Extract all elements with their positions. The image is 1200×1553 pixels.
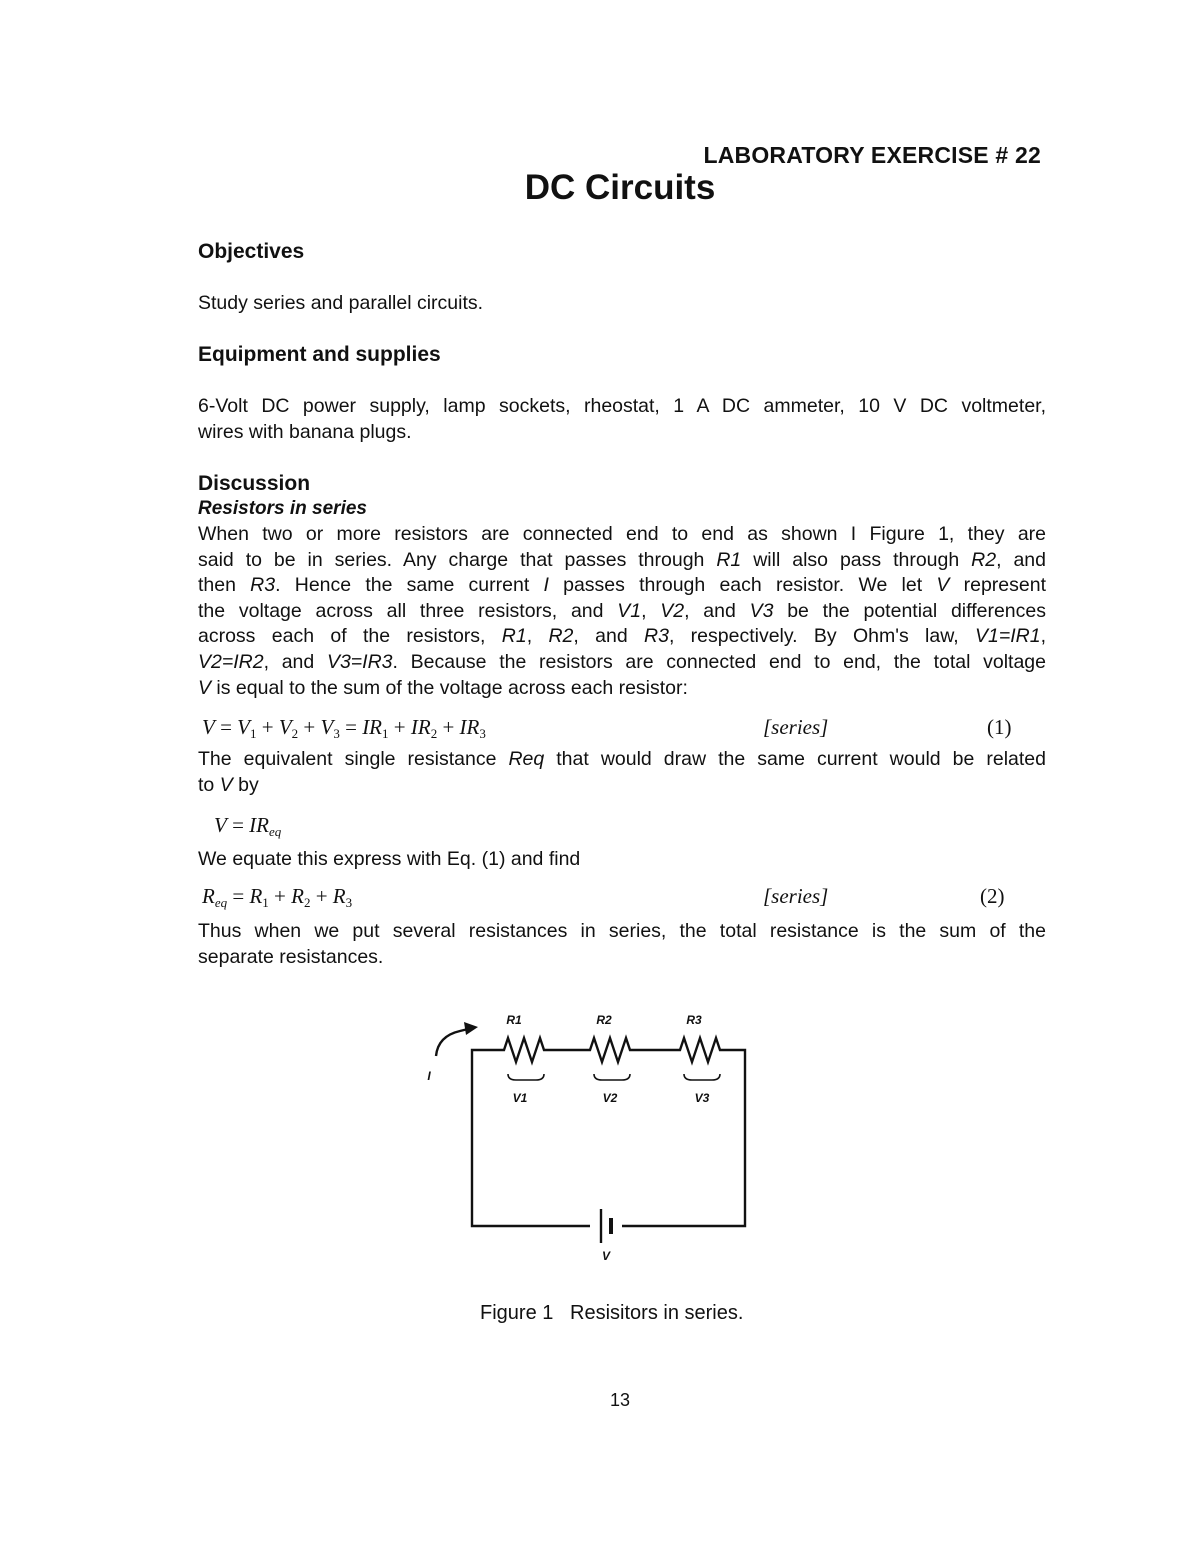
symbol-r1: R1 (501, 625, 527, 648)
voltage-brace-v2 (594, 1074, 630, 1080)
voltage-brace-v1 (508, 1074, 544, 1080)
circuit-wire (622, 1050, 745, 1226)
symbol-r3: R3 (644, 625, 669, 648)
lab-exercise-number: LABORATORY EXERCISE # 22 (703, 142, 1041, 168)
equipment-line: 6-Volt DC power supply, lamp sockets, rheostat, 1 A DC ammeter, 10 V DC voltmeter, (198, 395, 1046, 417)
symbol-i: I (543, 574, 549, 597)
text-line: said to be in series. Any charge that passes through R1 will also pass through R2, and (198, 548, 1047, 571)
text-line: across each of the resistors, R1, R2, and R3, respectively. By Ohm's law, V1=IR1, (198, 625, 1046, 648)
symbol-r2: R2 (971, 548, 997, 571)
circuit-wire (472, 1050, 590, 1226)
symbol-v: V (936, 574, 950, 597)
label-r1: R1 (506, 1013, 522, 1027)
series-circuit-diagram (410, 1000, 770, 1280)
label-current: I (427, 1069, 431, 1083)
objectives-heading: Objectives (198, 240, 305, 263)
text-line: the voltage across all three resistors, and V1, V2, and V3 be the potential differences (198, 599, 1046, 622)
equipment-heading: Equipment and supplies (198, 343, 441, 366)
symbol-r3: R3 (250, 574, 276, 597)
text-line: V is equal to the sum of the voltage across each resistor: (198, 676, 688, 699)
text-line: separate resistances. (198, 945, 384, 968)
discussion-heading: Discussion (198, 472, 311, 495)
label-v3: V3 (694, 1091, 710, 1105)
discussion-paragraph-3 (198, 847, 1046, 873)
series-subheading: Resistors in series (198, 498, 367, 519)
resistor-r3 (674, 1038, 724, 1062)
text-line: then R3. Hence the same current I passes through each resistor. We let V represent (198, 574, 1046, 597)
equation-1-tag: [series] (763, 715, 829, 739)
label-r2: R2 (596, 1013, 612, 1027)
current-arrow (436, 1029, 468, 1056)
figure-caption: Figure 1 Resisitors in series. (480, 1302, 744, 1324)
document-title: DC Circuits (524, 168, 716, 207)
current-arrow-head (464, 1022, 478, 1035)
objectives-text (198, 291, 1046, 317)
label-v1: V1 (512, 1091, 528, 1105)
ohm-law-v1: V1=IR1 (974, 625, 1041, 648)
discussion-paragraph-4 (198, 919, 1046, 970)
ohm-law-v2: V2=IR2 (198, 650, 264, 673)
text-line: When two or more resistors are connected end to end as shown I Figure 1, they are (198, 523, 1046, 545)
discussion-paragraph-1 (198, 522, 1046, 701)
symbol-v2: V2 (660, 599, 685, 622)
resistor-r2 (584, 1038, 674, 1062)
voltage-brace-v3 (684, 1074, 720, 1080)
text-line: The equivalent single resistance Req that would draw the same current would be related (198, 748, 1046, 770)
label-r3: R3 (686, 1013, 702, 1027)
symbol-r1: R1 (716, 548, 742, 571)
equation-1: $V = V_1 + V_2 + V_3 = IR_1 + IR_2 + IR_3$ (202, 715, 486, 741)
page-number: 13 (609, 1390, 631, 1410)
label-v2: V2 (602, 1091, 618, 1105)
label-battery: V (601, 1249, 611, 1263)
equation-1-number: (1) (987, 715, 1012, 739)
equation-2-tag: [series] (763, 884, 829, 908)
symbol-v: V (198, 676, 212, 699)
text-line: We equate this express with Eq. (1) and find (198, 848, 581, 870)
symbol-v1: V1 (617, 599, 642, 622)
text-line: V2=IR2, and V3=IR3. Because the resistors are connected end to end, the total voltage (198, 650, 1046, 673)
objectives-line: Study series and parallel circuits. (198, 292, 484, 314)
resistor-r1 (498, 1038, 584, 1062)
symbol-r2: R2 (548, 625, 574, 648)
equation-v-ireq: $V = IR_{eq}$ (214, 813, 282, 839)
symbol-req: Req (508, 748, 545, 770)
ohm-law-v3: V3=IR3 (326, 650, 393, 673)
text-line: to V by (198, 773, 259, 796)
discussion-paragraph-2 (198, 747, 1046, 798)
symbol-v3: V3 (749, 599, 774, 622)
equation-2: $R_{eq} = R_1 + R_2 + R_3$ (202, 884, 353, 910)
equipment-text (198, 394, 1046, 445)
symbol-v: V (219, 773, 233, 796)
text-line: Thus when we put several resistances in series, the total resistance is the sum of the (198, 920, 1046, 942)
equipment-line: wires with banana plugs. (198, 420, 412, 443)
equation-2-number: (2) (980, 884, 1005, 908)
